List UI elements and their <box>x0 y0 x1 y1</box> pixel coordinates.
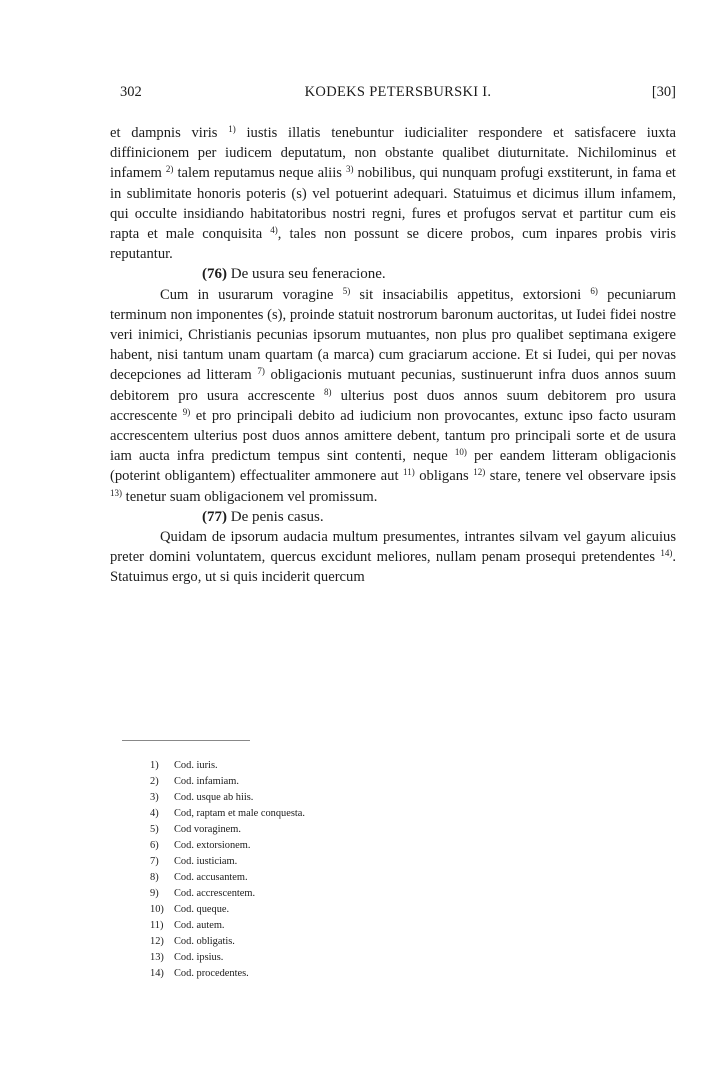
footnote-text: Cod. queque. <box>174 904 230 915</box>
section-heading <box>110 264 676 284</box>
footnote-mark: 6) <box>150 840 159 851</box>
footnote-reference: 14) <box>660 548 673 559</box>
footnote-reference: 3) <box>345 164 354 175</box>
footnote-text: Cod. iusticiam. <box>174 856 238 867</box>
body-text <box>110 123 676 588</box>
paragraph-text: per eandem litteram obligacionis (poterint obligantem) effectualiter ammonere aut <box>110 448 676 485</box>
paragraph-text: nobilibus, qui nunquam profugi exstiterunt, in fama et in sublimitate honoris poteris (s) vel potuerint adequari. Statuimus et dicimus illum infamem, qui occulte insidiando habitatoribus nostri regni, fures et profugos servat et partitur cum eis rapta et male conquisita <box>110 165 676 243</box>
footnote-reference: 9) <box>182 406 191 417</box>
footnote-reference: 2) <box>165 164 174 175</box>
paragraph-text: et pro principali debito ad iudicium non provocantes, extunc ipso facto usuram accrescentem ulterius post duos annos amittere debent, tantum pro principali sorte et de usura iam aucta infra predictum tempus sint contenti, neque <box>110 407 676 465</box>
section-number: (76) <box>202 266 227 283</box>
paragraph-text: obligans <box>414 468 474 485</box>
body-paragraph <box>110 527 676 588</box>
footnote-text: Cod. infamiam. <box>174 776 239 787</box>
footnotes <box>150 758 550 982</box>
paragraph-text: talem reputamus neque aliis <box>173 165 346 182</box>
footnote-mark: 12) <box>150 936 164 947</box>
body-paragraph <box>110 123 676 264</box>
footnote-mark: 1) <box>150 760 159 771</box>
footnote <box>150 966 550 982</box>
footnote <box>150 774 550 790</box>
footnote-reference: 12) <box>473 467 486 478</box>
footnote-text: Cod. extorsionem. <box>174 840 251 851</box>
footnote-reference: 8) <box>323 386 332 397</box>
footnote <box>150 870 550 886</box>
footnote-text: Cod. accrescentem. <box>174 888 256 899</box>
paragraph-text: Quidam de ipsorum audacia multum presumentes, intrantes silvam vel gayum alicuius preter domini voluntatem, quercus excidunt meliores, nullam penam prosequi pretendentes <box>110 529 676 566</box>
running-head <box>120 84 676 106</box>
footnote-mark: 4) <box>150 808 159 819</box>
footnote-separator <box>122 740 250 741</box>
section-heading <box>110 507 676 527</box>
paragraph-text: et dampnis viris <box>110 125 229 141</box>
running-title: KODEKS PETERSBURSKI I. <box>304 84 492 100</box>
footnote-mark: 14) <box>150 968 164 979</box>
footnote-mark: 9) <box>150 888 159 899</box>
paragraph-text: stare, tenere vel observare ipsis <box>485 468 676 485</box>
paragraph-text: Cum in usurarum voragine <box>160 286 343 303</box>
footnote-reference: 6) <box>590 285 598 296</box>
section-title: De usura seu feneracione. <box>230 266 386 283</box>
paragraph-text: . Statuimus ergo, ut si quis inciderit quercum <box>110 549 676 586</box>
footnote <box>150 950 550 966</box>
footnote-mark: 7) <box>150 856 159 867</box>
footnote-reference: 5) <box>342 285 351 296</box>
footnote-text: Cod. iuris. <box>174 760 218 771</box>
paragraph-text: sit insaciabilis appetitus, extorsioni <box>350 286 591 303</box>
footnote-text: Cod. autem. <box>174 920 225 931</box>
footnote-mark: 8) <box>150 872 159 883</box>
footnote-mark: 5) <box>150 824 159 835</box>
footnote-text: Cod voraginem. <box>174 824 241 835</box>
section-reference: [30] <box>651 84 676 100</box>
paragraph-text: tenetur suam obligacionem vel promissum. <box>122 488 378 505</box>
paragraph-text: , tales non possunt se dicere probos, cum inpares probis viris reputantur. <box>110 226 676 263</box>
paragraph-text: obligacionis mutuant pecunias, sustinuerunt infra duos annos suum debitorem pro usura accrescente <box>110 367 676 404</box>
footnote-text: Cod. procedentes. <box>174 968 249 979</box>
footnote-text: Cod, raptam et male conquesta. <box>174 808 305 819</box>
footnote-mark: 10) <box>150 904 164 915</box>
footnote <box>150 838 550 854</box>
footnote-text: Cod. ipsius. <box>174 952 224 963</box>
footnote <box>150 790 550 806</box>
footnote-mark: 2) <box>150 776 159 787</box>
footnote-text: Cod. obligatis. <box>174 936 235 947</box>
footnote-reference: 13) <box>110 487 122 498</box>
footnote-reference: 7) <box>257 366 265 377</box>
footnote-text: Cod. usque ab hiis. <box>174 792 254 803</box>
section-number: (77) <box>202 508 227 525</box>
paragraph-text: iustis illatis tenebuntur iudicialiter respondere et satisfacere iuxta diffinicionem per iudicem deputatum, non obstante qualibet diuturnitate. Nichilominus et infamem <box>110 125 676 182</box>
footnote-reference: 11) <box>403 467 415 478</box>
footnote-mark: 11) <box>150 920 164 931</box>
footnote-text: Cod. accusantem. <box>174 872 248 883</box>
paragraph-text: pecuniarum terminum non imponentes (s), proinde statuit nostrorum baronum auctoritas, ut Iudei fidei nostre veri inimici, Christianis pecunias ipsorum mutuantes, non plus pro qualibet septimana exigere habent, nisi tantum unam quartam (a marca) cum graciarum accione. Et si Iudei, qui per novas decepciones ad litteram <box>110 286 676 384</box>
footnote-mark: 13) <box>150 952 164 963</box>
footnote-reference: 10) <box>454 447 467 458</box>
footnote <box>150 758 550 774</box>
footnote <box>150 822 550 838</box>
paragraph-text: ulterius post duos annos suum debitorem pro usura accrescente <box>110 387 676 424</box>
footnote-reference: 4) <box>270 225 278 236</box>
footnote-reference: 1) <box>228 124 236 134</box>
footnote <box>150 902 550 918</box>
body-paragraph <box>110 285 676 507</box>
page-number: 302 <box>120 84 142 100</box>
footnote <box>150 918 550 934</box>
footnote-mark: 3) <box>150 792 159 803</box>
footnote <box>150 806 550 822</box>
footnote <box>150 854 550 870</box>
section-title: De penis casus. <box>230 508 324 525</box>
footnote <box>150 934 550 950</box>
footnote <box>150 886 550 902</box>
